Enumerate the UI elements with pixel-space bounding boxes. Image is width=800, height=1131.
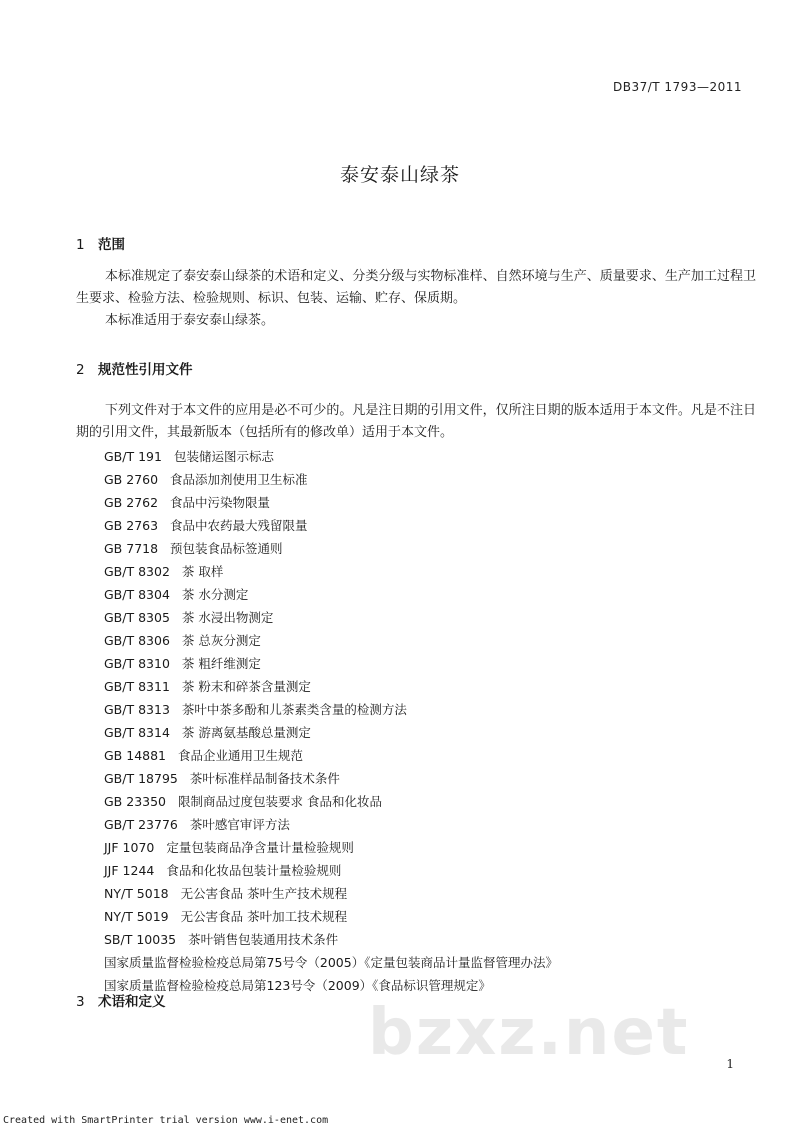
reference-item (104, 974, 558, 997)
section-number: 3 (76, 994, 85, 1010)
reference-item (104, 537, 558, 560)
reference-item (104, 882, 558, 905)
reference-title: 包装储运图示标志 (173, 449, 274, 464)
section-title: 规范性引用文件 (98, 362, 193, 378)
reference-title: 国家质量监督检验检疫总局第123号令（2009）《食品标识管理规定》 (104, 978, 491, 993)
reference-item (104, 445, 558, 468)
reference-code: GB/T 18795 (104, 771, 178, 786)
reference-title: 茶叶销售包装通用技术条件 (188, 932, 339, 947)
reference-item (104, 652, 558, 675)
document-code: DB37/T 1793—2011 (612, 80, 742, 94)
section-number: 1 (76, 237, 85, 253)
reference-title: 茶 水分测定 (181, 587, 249, 602)
reference-item (104, 468, 558, 491)
reference-title: 食品中污染物限量 (170, 495, 271, 510)
section-number: 2 (76, 362, 85, 378)
reference-code: NY/T 5019 (104, 909, 169, 924)
reference-title: 食品和化妆品包装计量检验规则 (166, 863, 342, 878)
reference-code: GB/T 8314 (104, 725, 170, 740)
reference-code: GB 7718 (104, 541, 159, 556)
reference-item (104, 744, 558, 767)
reference-code: GB/T 191 (104, 449, 162, 464)
reference-code: GB/T 8304 (104, 587, 170, 602)
reference-code: GB/T 23776 (104, 817, 178, 832)
reference-code: GB/T 8306 (104, 633, 170, 648)
reference-code: GB/T 8305 (104, 610, 170, 625)
section-heading-terms-definitions (76, 990, 166, 1010)
reference-title: 茶 水浸出物测定 (181, 610, 274, 625)
reference-title: 茶 取样 (181, 564, 224, 579)
reference-title: 无公害食品 茶叶加工技术规程 (180, 909, 348, 924)
reference-code: GB/T 8311 (104, 679, 170, 694)
reference-code: GB 14881 (104, 748, 166, 763)
reference-code: SB/T 10035 (104, 932, 177, 947)
reference-item (104, 514, 558, 537)
reference-item (104, 583, 558, 606)
reference-code: GB 2763 (104, 518, 159, 533)
reference-item (104, 606, 558, 629)
reference-item (104, 698, 558, 721)
reference-code: GB 23350 (104, 794, 166, 809)
reference-title: 茶叶中茶多酚和儿茶素类含量的检测方法 (181, 702, 407, 717)
page-number: 1 (726, 1057, 734, 1071)
section-title: 范围 (98, 237, 125, 253)
reference-item (104, 560, 558, 583)
reference-code: GB 2762 (104, 495, 159, 510)
reference-title: 茶 粗纤维测定 (181, 656, 261, 671)
scope-paragraph-1: 本标准规定了泰安泰山绿茶的术语和定义、分类分级与实物标准样、自然环境与生产、质量要求、生产加工过程卫生要求、检验方法、检验规则、标识、包装、运输、贮存、保质期。 (76, 269, 756, 306)
section-title: 术语和定义 (98, 994, 166, 1010)
section-heading-normative-references (76, 358, 193, 378)
reference-item (104, 675, 558, 698)
reference-item (104, 951, 558, 974)
reference-item (104, 767, 558, 790)
reference-title: 国家质量监督检验检疫总局第75号令（2005）《定量包装商品计量监督管理办法》 (104, 955, 558, 970)
reference-title: 预包装食品标签通则 (170, 541, 283, 556)
reference-title: 限制商品过度包装要求 食品和化妆品 (178, 794, 382, 809)
reference-code: GB 2760 (104, 472, 159, 487)
reference-title: 食品中农药最大残留限量 (170, 518, 308, 533)
reference-code: GB/T 8310 (104, 656, 170, 671)
printer-footer: Created with SmartPrinter trial version www.i-enet.com (3, 1115, 329, 1126)
reference-item (104, 813, 558, 836)
watermark: bzxz.net (368, 996, 690, 1070)
reference-title: 食品添加剂使用卫生标准 (170, 472, 308, 487)
reference-item (104, 928, 558, 951)
reference-item (104, 721, 558, 744)
reference-title: 定量包装商品净含量计量检验规则 (166, 840, 354, 855)
reference-title: 茶 粉末和碎茶含量测定 (181, 679, 311, 694)
reference-title: 茶 游离氨基酸总量测定 (181, 725, 311, 740)
reference-item (104, 629, 558, 652)
scope-paragraph-2: 本标准适用于泰安泰山绿茶。 (105, 313, 275, 328)
reference-code: JJF 1070 (104, 840, 155, 855)
reference-item (104, 836, 558, 859)
reference-title: 茶叶感官审评方法 (189, 817, 290, 832)
section-heading-scope (76, 233, 125, 253)
reference-title: 食品企业通用卫生规范 (178, 748, 304, 763)
reference-item (104, 790, 558, 813)
reference-code: NY/T 5018 (104, 886, 169, 901)
reference-title: 无公害食品 茶叶生产技术规程 (180, 886, 348, 901)
reference-item (104, 905, 558, 928)
document-title: 泰安泰山绿茶 (339, 164, 460, 186)
reference-code: GB/T 8313 (104, 702, 170, 717)
reference-code: GB/T 8302 (104, 564, 170, 579)
reference-title: 茶 总灰分测定 (181, 633, 261, 648)
references-intro-paragraph: 下列文件对于本文件的应用是必不可少的。凡是注日期的引用文件，仅所注日期的版本适用于本文件。凡是不注日期的引用文件，其最新版本（包括所有的修改单）适用于本文件。 (76, 403, 756, 440)
reference-list (104, 445, 558, 997)
reference-title: 茶叶标准样品制备技术条件 (189, 771, 340, 786)
reference-code: JJF 1244 (104, 863, 155, 878)
reference-item (104, 859, 558, 882)
reference-item (104, 491, 558, 514)
